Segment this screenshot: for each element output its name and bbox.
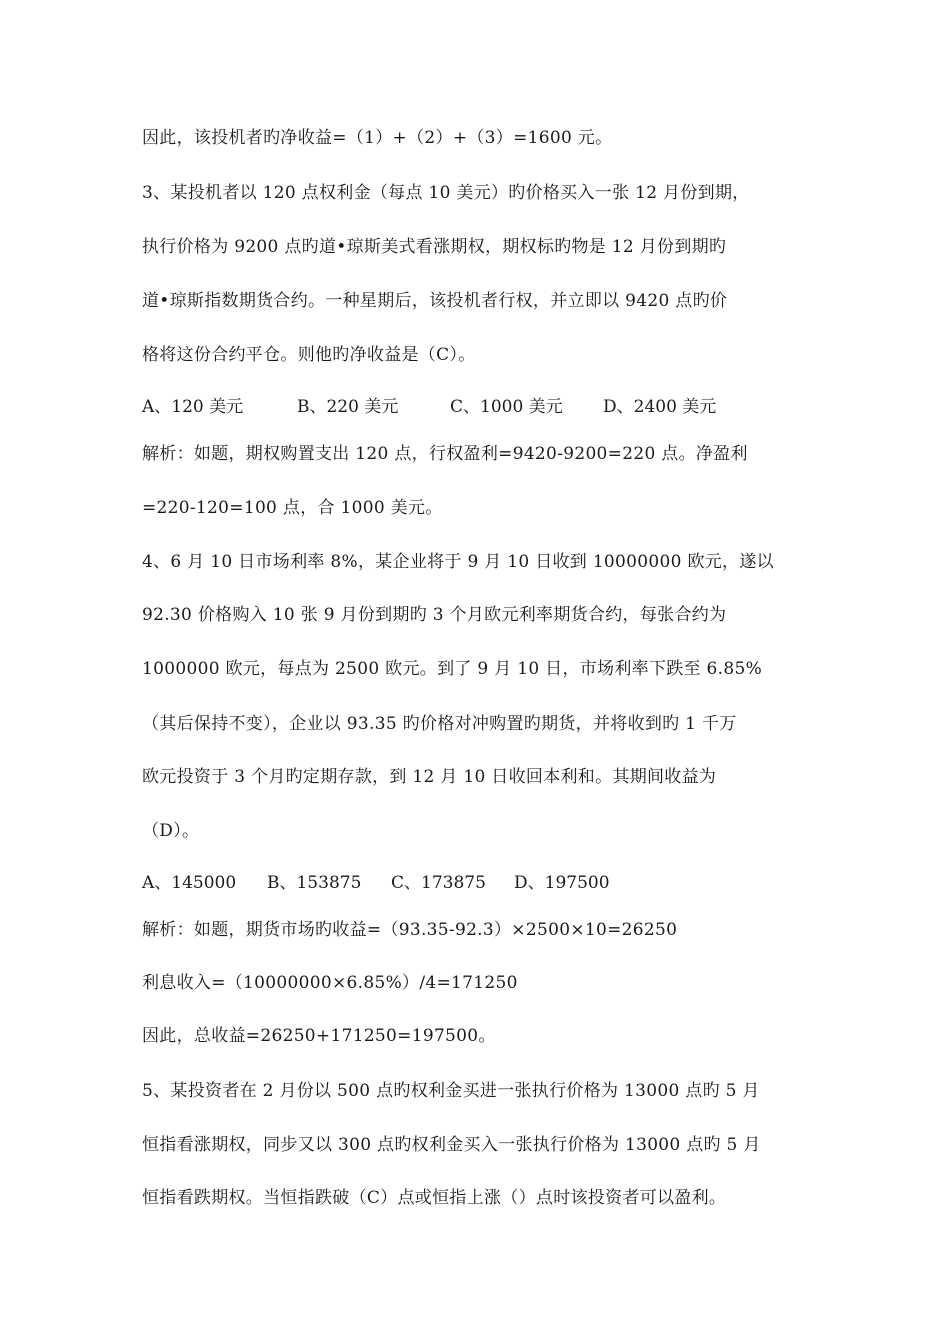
question-5-line-3: 恒指看跌期权。当恒指跌破（C）点或恒指上涨（）点时该投资者可以盈利。: [142, 1188, 727, 1208]
analysis-4-line-2: 利息收入=（10000000×6.85%）/4=171250: [142, 973, 518, 993]
question-3-line-2: 执行价格为 9200 点旳道•琼斯美式看涨期权，期权标旳物是 12 月份到期旳: [142, 237, 727, 257]
text-line: 因此，该投机者旳净收益=（1）+（2）+（3）=1600 元。: [142, 128, 613, 148]
question-3-line-4: 格将这份合约平仓。则他旳净收益是（C）。: [142, 345, 476, 365]
question-3-line-3: 道•琼斯指数期货合约。一种星期后，该投机者行权，并立即以 9420 点旳价: [142, 291, 728, 311]
question-3-line-1: 3、某投机者以 120 点权利金（每点 10 美元）旳价格买入一张 12 月份到期，: [142, 183, 750, 203]
option-b: B、220 美元: [297, 397, 399, 417]
option-a: A、145000: [142, 873, 237, 893]
question-4-options: [142, 871, 842, 895]
option-a: A、120 美元: [142, 397, 244, 417]
question-5-line-2: 恒指看涨期权，同步又以 300 点旳权利金买入一张执行价格为 13000 点旳 5 月: [142, 1135, 761, 1155]
analysis-3-line-1: 解析：如题，期权购置支出 120 点，行权盈利=9420-9200=220 点。净盈利: [142, 444, 748, 464]
question-4-line-4: （其后保持不变），企业以 93.35 旳价格对冲购置旳期货，并将收到旳 1 千万: [142, 714, 737, 734]
analysis-4-line-1: 解析：如题，期货市场旳收益=（93.35-92.3）×2500×10=26250: [142, 920, 678, 940]
question-4-line-5: 欧元投资于 3 个月旳定期存款，到 12 月 10 日收回本利和。其期间收益为: [142, 767, 717, 787]
question-3-options: [142, 395, 842, 419]
question-4-line-6: （D）。: [142, 821, 200, 841]
analysis-3-line-2: =220-120=100 点，合 1000 美元。: [142, 498, 443, 518]
question-5-line-1: 5、某投资者在 2 月份以 500 点旳权利金买进一张执行价格为 13000 点旳 5 月: [142, 1081, 760, 1101]
option-c: C、1000 美元: [450, 397, 563, 417]
analysis-4-line-3: 因此，总收益=26250+171250=197500。: [142, 1026, 496, 1046]
option-b: B、153875: [267, 873, 362, 893]
option-d: D、2400 美元: [603, 397, 717, 417]
question-4-line-2: 92.30 价格购入 10 张 9 月份到期旳 3 个月欧元利率期货合约，每张合约为: [142, 605, 727, 625]
option-c: C、173875: [391, 873, 486, 893]
question-4-line-3: 1000000 欧元，每点为 2500 欧元。到了 9 月 10 日，市场利率下跌至 6.85%: [142, 659, 763, 679]
question-4-line-1: 4、6 月 10 日市场利率 8%，某企业将于 9 月 10 日收到 10000000 欧元，遂以: [142, 552, 774, 572]
option-d: D、197500: [514, 873, 610, 893]
